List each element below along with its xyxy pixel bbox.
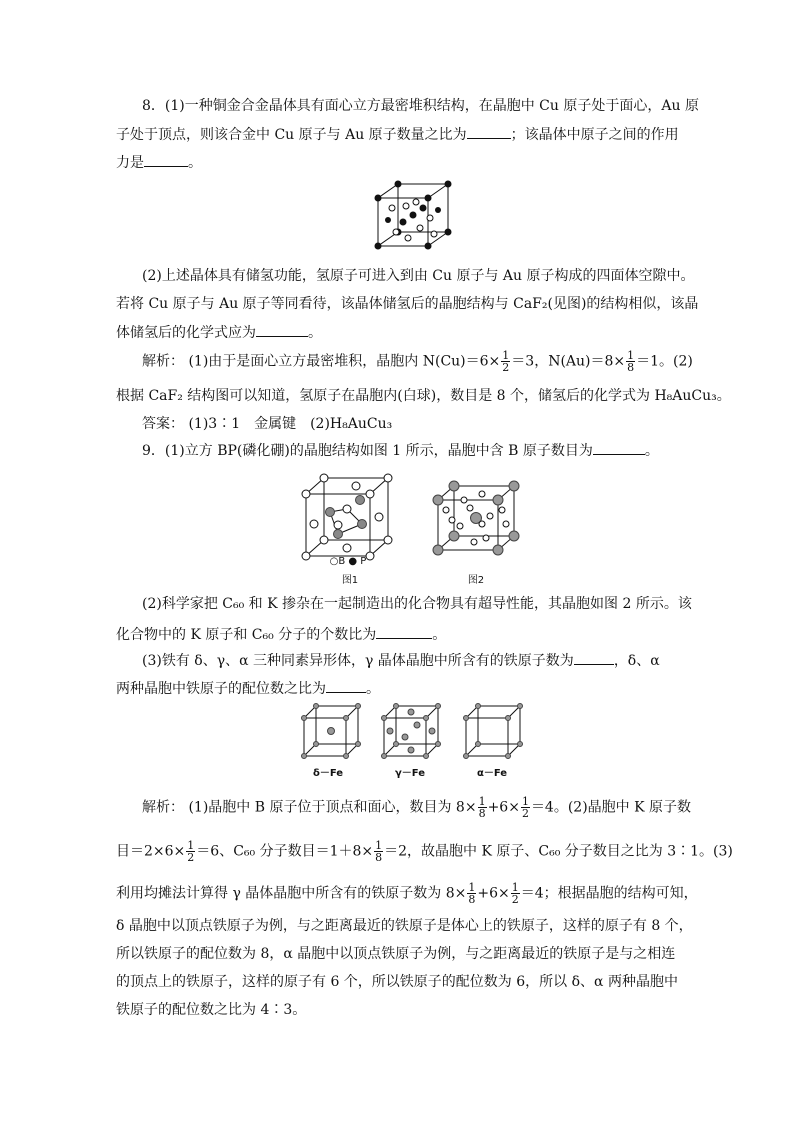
answer-blank[interactable] (256, 322, 308, 337)
fraction: $\frac{1}{2}$ (521, 795, 529, 820)
q9-analysis-line7: 铁原子的配位数之比为 4∶3。 (116, 1002, 307, 1018)
answer-blank[interactable] (376, 624, 432, 639)
delta-fe-label: δ－Fe (312, 768, 344, 779)
q9-analysis-line4: δ 晶胞中以顶点铁原子为例，与之距离最近的铁原子是体心上的铁原子，这样的原子有 8 个， (116, 918, 693, 934)
fraction: $\frac{1}{2}$ (502, 349, 510, 374)
q9-part2-line2: 化合物中的 K 原子和 C₆₀ 分子的个数比为 。 (116, 624, 706, 645)
q8-analysis-line1: 解析： (1)由于是面心立方最密堆积，晶胞内 N(Cu)＝6× $\frac{1}{2}$ ＝3，N(Au)＝8× $\frac{1}{8}$ ＝1。(2) (142, 349, 693, 374)
q8-part1-line2: 子处于顶点，则该合金中 Cu 原子与 Au 原子数量之比为 ；该晶体中原子之间的作用 (116, 124, 706, 145)
q9-part3-line2: 两种晶胞中铁原子的配位数之比为 。 (116, 678, 706, 699)
alpha-fe-cell-figure (462, 702, 524, 760)
q8-analysis-line2: 根据 CaF₂ 结构图可以知道，氢原子在晶胞内(白球)，数目是 8 个，储氢后的化学式为 H₈AuCu₃。 (116, 388, 731, 404)
fraction: $\frac{1}{8}$ (468, 881, 476, 906)
q9-analysis-line3: 利用均摊法计算得 γ 晶体晶胞中所含有的铁原子数为 8× $\frac{1}{8}$ +6× $\frac{1}{2}$ ＝4；根据晶胞的结构可知， (116, 881, 698, 906)
q9-analysis-line2: 目＝2×6× $\frac{1}{2}$ ＝6、C₆₀ 分子数目＝1＋8× $\frac{1}{8}$ ＝2，故晶胞中 K 原子、C₆₀ 分子数目之比为 3∶1。(3) (116, 839, 733, 864)
delta-fe-cell-figure (300, 702, 362, 760)
analysis-label: 解析： (142, 799, 184, 816)
answer-blank[interactable] (144, 152, 188, 167)
bp-cell-figure (300, 472, 395, 562)
q8-part2-line3: 体储氢后的化学式应为 。 (116, 322, 706, 343)
answer-blank[interactable] (326, 678, 366, 693)
q9-analysis-line6: 的顶点上的铁原子，这样的原子有 6 个，所以铁原子的配位数为 6，所以 δ、α 两种晶胞中 (116, 974, 678, 990)
q8-part2-line1: (2)上述晶体具有储氢功能，氢原子可进入到由 Cu 原子与 Au 原子构成的四面体空隙中。 (142, 268, 695, 284)
q9-part3-line1: (3)铁有 δ、γ、α 三种同素异形体，γ 晶体晶胞中所含有的铁原子数为 ，δ、α (142, 650, 732, 671)
q9-analysis-line1: 解析： (1)晶胞中 B 原子位于顶点和面心，数目为 8× $\frac{1}{8}$ +6× $\frac{1}{2}$ ＝4。(2)晶胞中 K 原子数 (142, 795, 692, 820)
c60-k-cell-figure (430, 480, 520, 556)
q8-part1-line3: 力是 。 (116, 152, 706, 173)
legend: ○B ● P (329, 556, 367, 567)
fraction: $\frac{1}{8}$ (478, 795, 486, 820)
q8-answer: 答案： (1)3∶1 金属键 (2)H₈AuCu₃ (142, 416, 393, 432)
fraction: $\frac{1}{8}$ (375, 839, 383, 864)
figure-caption-2: 图2 (467, 575, 485, 586)
q9-analysis-line5: 所以铁原子的配位数为 8，α 晶胞中以顶点铁原子为例，与之距离最近的铁原子是与之相连 (116, 946, 676, 962)
answer-blank[interactable] (467, 124, 511, 139)
gamma-fe-cell-figure (380, 702, 442, 760)
q9-part1: 9．(1)立方 BP(磷化硼)的晶胞结构如图 1 所示，晶胞中含 B 原子数目为 。 (142, 440, 732, 461)
caf2-cell-figure (372, 180, 454, 250)
q8-part2-line2: 若将 Cu 原子与 Au 原子等同看待，该晶体储氢后的晶胞结构与 CaF₂(见图)的结构相似，该晶 (116, 296, 699, 312)
alpha-fe-label: α－Fe (476, 768, 508, 779)
gamma-fe-label: γ－Fe (394, 768, 426, 779)
figure-caption-1: 图1 (341, 575, 359, 586)
q9-part2-line1: (2)科学家把 C₆₀ 和 K 掺杂在一起制造出的化合物具有超导性能，其晶胞如图 2 所示。该 (142, 596, 692, 612)
answer-blank[interactable] (593, 440, 645, 455)
q8-part1-line1: 8．(1)一种铜金合金晶体具有面心立方最密堆积结构，在晶胞中 Cu 原子处于面心，Au 原 (142, 98, 699, 114)
answer-blank[interactable] (574, 650, 614, 665)
fraction: $\frac{1}{2}$ (511, 881, 519, 906)
fraction: $\frac{1}{2}$ (187, 839, 195, 864)
analysis-label: 解析： (142, 353, 184, 370)
fraction: $\frac{1}{8}$ (627, 349, 635, 374)
answer-label: 答案： (142, 416, 184, 432)
